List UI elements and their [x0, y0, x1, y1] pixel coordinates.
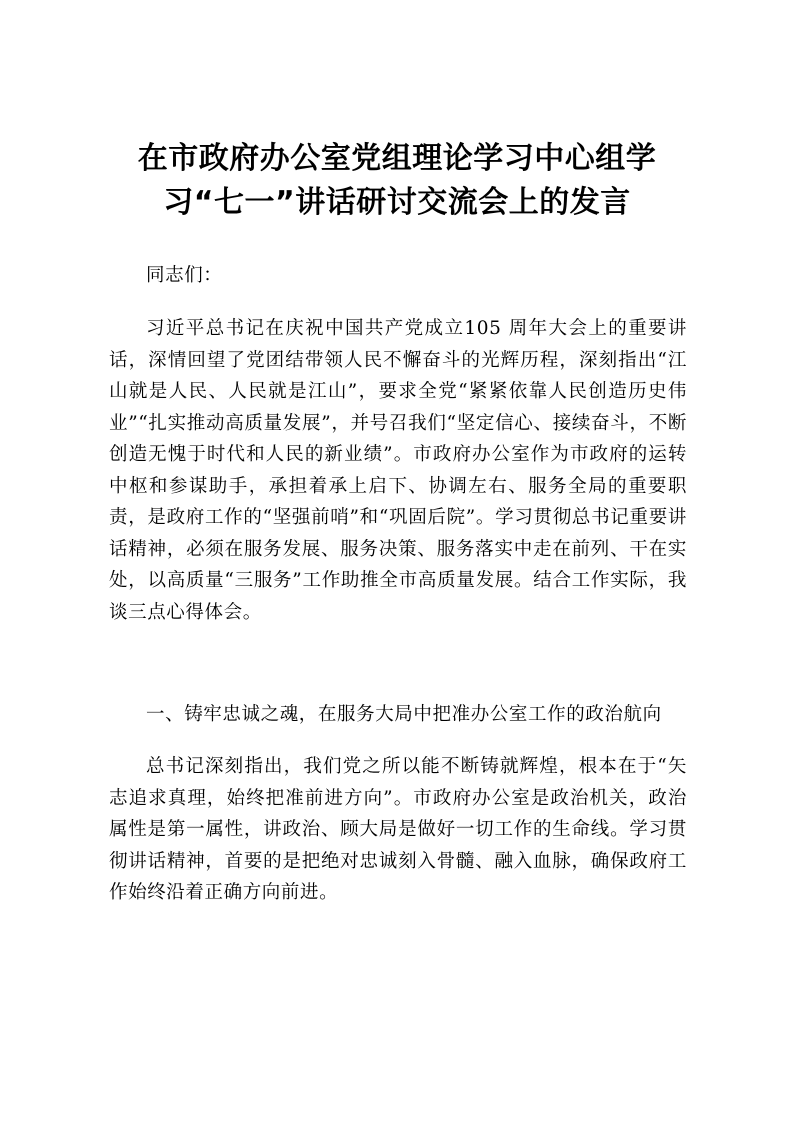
- salutation: 同志们：: [146, 265, 223, 286]
- section-heading: 一、铸牢忠诚之魂，在服务大局中把准办公室工作的政治航向: [146, 704, 662, 725]
- section-paragraph: 总书记深刻指出，我们党之所以能不断铸就辉煌，根本在于“矢志追求真理，始终把准前进方向”。市政府办公室是政治机关，政治属性是第一属性，讲政治、顾大局是做好一切工作的生命线。学习贯彻讲话精神，首要的是把绝对忠诚刻入骨髓、融入血脉，确保政府工作始终沿着正确方向前进。: [109, 756, 687, 903]
- document-title: 在市政府办公室党组理论学习中心组学习“七一”讲话研讨交流会上的发言: [137, 141, 657, 220]
- body-paragraph: 习近平总书记在庆祝中国共产党成立105 周年大会上的重要讲话，深情回望了党团结带领人民不懈奋斗的光辉历程，深刻指出“江山就是人民、人民就是江山”，要求全党“紧紧依靠人民创造历史伟业”“扎实推动高质量发展”，并号召我们“坚定信心、接续奋斗，不断创造无愧于时代和人民的新业绩”。市政府办公室作为市政府的运转中枢和参谋助手，承担着承上启下、协调左右、服务全局的重要职责，是政府工作的“坚强前哨”和“巩固后院”。学习贯彻总书记重要讲话精神，必须在服务发展、服务决策、服务落实中走在前列、干在实处，以高质量“三服务”工作助推全市高质量发展。结合工作实际，我谈三点心得体会。: [109, 318, 687, 623]
